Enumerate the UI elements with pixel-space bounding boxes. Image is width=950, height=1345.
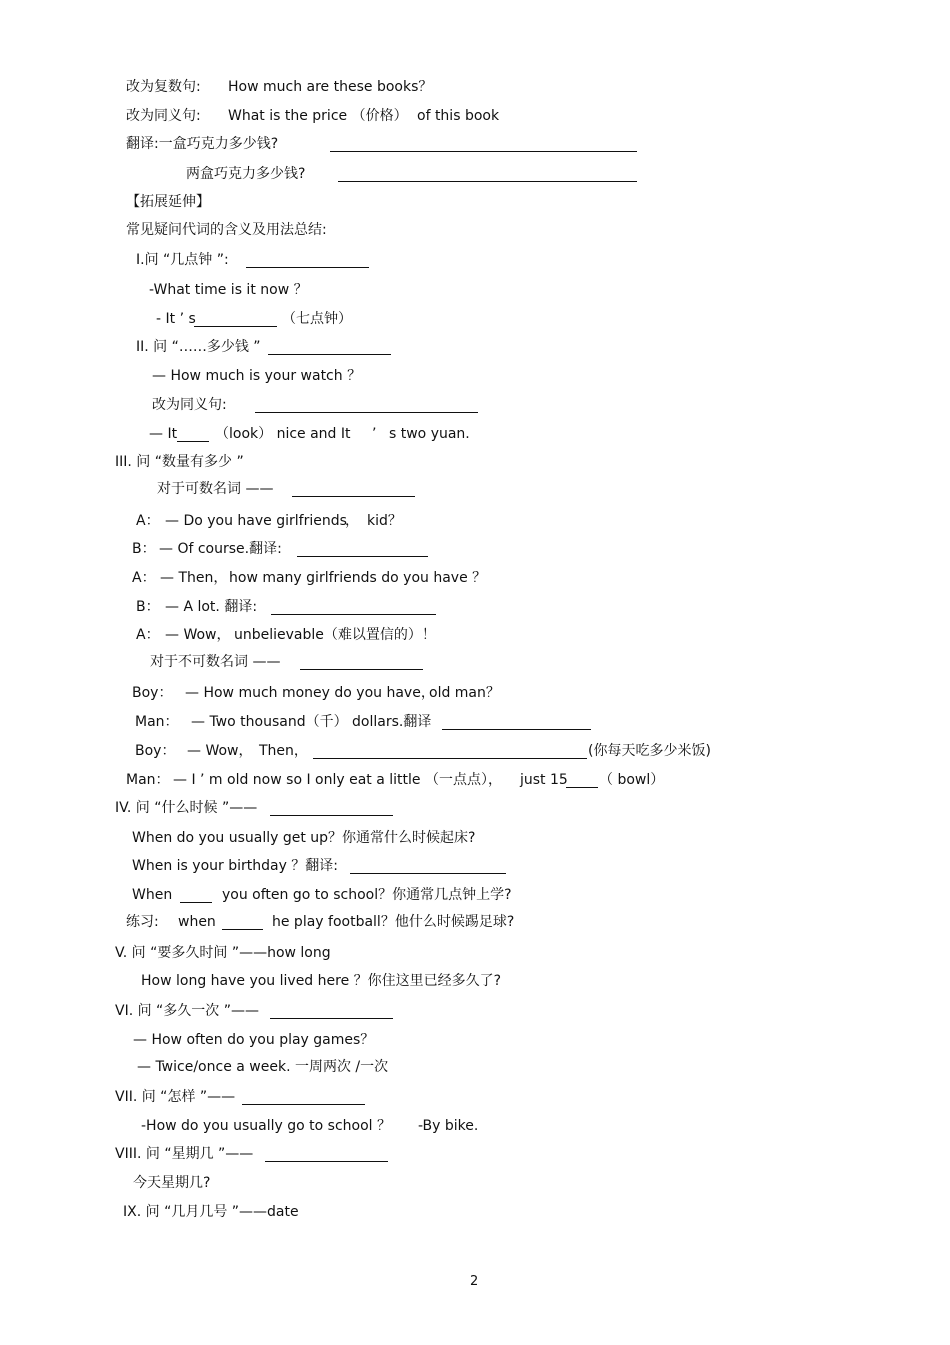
- synonym-rewrite-line-part-1: 改为同义句:: [126, 108, 201, 124]
- dialogue-man2-part-3: just 15: [520, 772, 568, 788]
- dialogue-man1-part-2: — Two thousand（千） dollars.翻译: [191, 714, 432, 730]
- item-viii-heading: VIII. 问 “星期几 ”——: [115, 1146, 254, 1162]
- synonym-rewrite-line-part-3: of this book: [417, 108, 500, 124]
- item-iv-heading-answer-blank[interactable]: [270, 815, 393, 816]
- dialogue-man2-part-4: （ bowl）: [599, 772, 665, 788]
- it-look-nice-part-2: （look） nice and It: [215, 426, 351, 442]
- dialogue-boy2-answer-blank[interactable]: [313, 758, 587, 759]
- dialogue-a3-part-1: A：: [136, 627, 160, 643]
- item-vii-heading: VII. 问 “怎样 ”——: [115, 1089, 236, 1105]
- dialogue-man1-part-1: Man：: [135, 714, 179, 730]
- dialogue-b2-part-2: — A lot. 翻译:: [165, 599, 258, 615]
- when-school-part-1: When: [132, 887, 173, 903]
- dialogue-b1-answer-blank[interactable]: [297, 556, 428, 557]
- dialogue-b2-answer-blank[interactable]: [271, 614, 436, 615]
- when-birthday: When is your birthday ？翻译:: [132, 858, 339, 874]
- when-school-answer-blank[interactable]: [180, 902, 212, 903]
- dialogue-boy2-part-4: (你每天吃多少米饭): [588, 743, 711, 759]
- translate-two-boxes: 两盒巧克力多少钱?: [186, 166, 306, 182]
- dialogue-boy1-part-2: — How much money do you have，: [185, 685, 435, 701]
- section-extension-heading: 【拓展延伸】: [126, 194, 210, 210]
- what-time-question: -What time is it now ？: [149, 282, 308, 298]
- translate-two-boxes-answer-blank[interactable]: [338, 181, 637, 182]
- item-vi-heading-answer-blank[interactable]: [270, 1018, 393, 1019]
- dialogue-a2-part-2: — Then，: [160, 570, 228, 586]
- translate-one-box-answer-blank[interactable]: [330, 151, 637, 152]
- countable-nouns: 对于可数名词 ——: [157, 481, 274, 497]
- its-seven-answer-part-1: - It ’ s: [156, 311, 196, 327]
- item-vi-heading: VI. 问 “多久一次 ”——: [115, 1003, 260, 1019]
- how-go-school-part-2: -By bike.: [418, 1118, 479, 1134]
- dialogue-man1-answer-blank[interactable]: [442, 729, 591, 730]
- dialogue-boy2-part-3: Then，: [259, 743, 308, 759]
- item-ix-heading: IX. 问 “几月几号 ”——date: [123, 1204, 299, 1220]
- countable-nouns-answer-blank[interactable]: [292, 496, 415, 497]
- dialogue-boy1-part-3: old man？: [429, 685, 500, 701]
- it-look-nice-part-3: ’: [372, 426, 377, 442]
- twice-once-week: — Twice/once a week. 一周两次 /一次: [137, 1059, 389, 1075]
- plural-rewrite-line-part-2: How much are these books？: [228, 79, 433, 95]
- exercise-football-part-1: 练习:: [126, 914, 159, 930]
- uncountable-nouns-answer-blank[interactable]: [300, 669, 423, 670]
- how-go-school-part-1: -How do you usually go to school ？: [141, 1118, 391, 1134]
- dialogue-a1-part-3: ，: [345, 513, 359, 529]
- item-ii-heading: II. 问 “……多少钱 ”: [136, 339, 261, 355]
- exercise-football-part-2: when: [178, 914, 216, 930]
- plural-rewrite-line-part-1: 改为复数句:: [126, 79, 201, 95]
- dialogue-man2-part-2: — I ’ m old now so I only eat a little （一点点），: [173, 772, 502, 788]
- dialogue-man2-part-1: Man：: [126, 772, 170, 788]
- page-number: 2: [470, 1274, 479, 1289]
- translate-one-box: 翻译:一盒巧克力多少钱?: [126, 136, 279, 152]
- item-viii-heading-answer-blank[interactable]: [265, 1161, 388, 1162]
- item-iv-heading: IV. 问 “什么时候 ”——: [115, 800, 258, 816]
- watch-synonym-answer-blank[interactable]: [255, 412, 478, 413]
- uncountable-nouns: 对于不可数名词 ——: [150, 654, 281, 670]
- what-day-today: 今天星期几?: [133, 1175, 211, 1191]
- it-look-nice-answer-blank[interactable]: [177, 441, 209, 442]
- it-look-nice-part-4: s two yuan.: [389, 426, 470, 442]
- how-long-lived: How long have you lived here ？你住这里已经多久了?: [141, 973, 502, 989]
- item-vii-heading-answer-blank[interactable]: [242, 1104, 365, 1105]
- item-i-heading-answer-blank[interactable]: [246, 267, 369, 268]
- dialogue-b1-part-2: — Of course.翻译:: [159, 541, 282, 557]
- summary-intro: 常见疑问代词的含义及用法总结:: [126, 222, 327, 238]
- dialogue-a2-part-1: A：: [132, 570, 156, 586]
- dialogue-b2-part-1: B：: [136, 599, 160, 615]
- watch-question: — How much is your watch ？: [152, 368, 362, 384]
- dialogue-boy1-part-1: Boy：: [132, 685, 173, 701]
- dialogue-man2-answer-blank[interactable]: [566, 787, 598, 788]
- watch-synonym: 改为同义句:: [152, 397, 227, 413]
- how-often-games: — How often do you play games？: [133, 1032, 375, 1048]
- when-school-part-2: you often go to school？你通常几点钟上学?: [222, 887, 512, 903]
- when-get-up: When do you usually get up？你通常什么时候起床?: [132, 830, 476, 846]
- its-seven-answer-part-2: （七点钟）: [282, 311, 352, 327]
- dialogue-a3-part-3: unbelievable（难以置信的）！: [234, 627, 436, 643]
- exercise-football-part-3: he play football？他什么时候踢足球?: [272, 914, 515, 930]
- it-look-nice-part-1: — It: [149, 426, 178, 442]
- dialogue-boy2-part-1: Boy：: [135, 743, 176, 759]
- dialogue-a3-part-2: — Wow，: [165, 627, 231, 643]
- dialogue-boy2-part-2: — Wow，: [187, 743, 253, 759]
- exercise-football-answer-blank[interactable]: [222, 929, 263, 930]
- synonym-rewrite-line-part-2: What is the price （价格）: [228, 108, 408, 124]
- dialogue-a2-part-3: how many girlfriends do you have ？: [229, 570, 487, 586]
- its-seven-answer-answer-blank[interactable]: [194, 326, 277, 327]
- item-ii-heading-answer-blank[interactable]: [268, 354, 391, 355]
- dialogue-a1-part-1: A：: [136, 513, 160, 529]
- when-birthday-answer-blank[interactable]: [350, 873, 506, 874]
- dialogue-a1-part-2: — Do you have girlfriends: [165, 513, 347, 529]
- item-v-heading: V. 问 “要多久时间 ”——how long: [115, 945, 331, 961]
- item-iii-heading: III. 问 “数量有多少 ”: [115, 454, 244, 470]
- dialogue-b1-part-1: B：: [132, 541, 156, 557]
- item-i-heading: I.问 “几点钟 ”:: [136, 252, 229, 268]
- dialogue-a1-part-4: kid？: [367, 513, 402, 529]
